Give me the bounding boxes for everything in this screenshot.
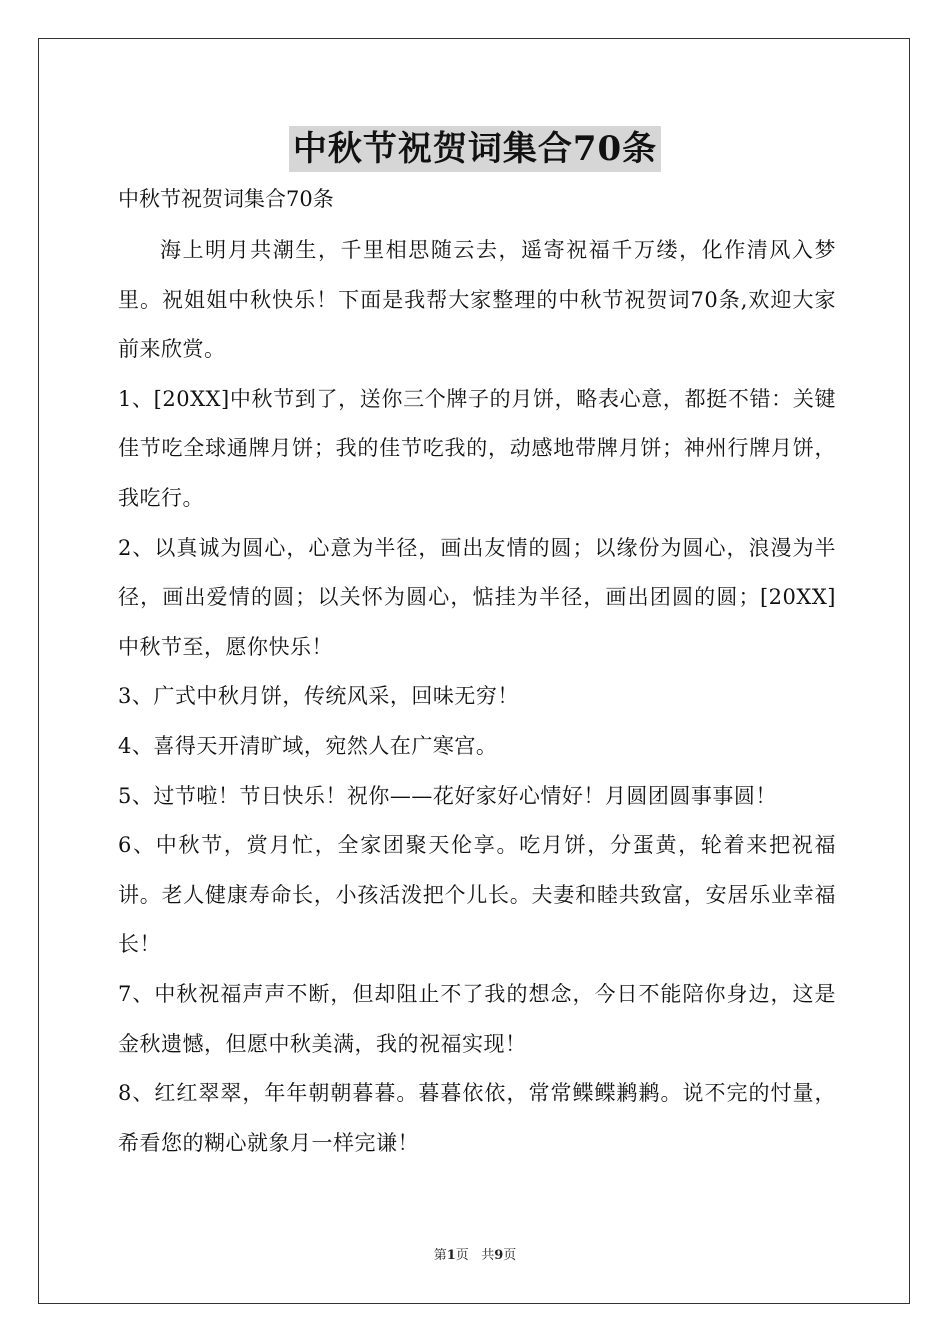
document-title: 中秋节祝贺词集合70条 — [289, 126, 661, 172]
page-total: 9 — [494, 1248, 504, 1263]
total-prefix: 共 — [481, 1248, 495, 1263]
list-item: 3、广式中秋月饼，传统风采，回味无穷！ — [118, 684, 519, 709]
page-current: 1 — [446, 1248, 456, 1263]
page-unit: 页 — [455, 1248, 469, 1263]
page-prefix: 第 — [433, 1248, 447, 1263]
list-item: 8、红红翠翠，年年朝朝暮暮。暮暮依依，常常鲽鲽鹣鹣。说不完的忖量，希看您的糊心就象月一样完谦！ — [118, 1081, 836, 1155]
intro-paragraph: 海上明月共潮生，千里相思随云去，遥寄祝福千万缕，化作清风入梦里。祝姐姐中秋快乐！下面是我帮大家整理的中秋节祝贺词70条,欢迎大家前来欣赏。 — [118, 238, 836, 362]
title-wrap — [0, 126, 950, 172]
list-item: 1、[20XX]中秋节到了，送你三个牌子的月饼，略表心意，都挺不错：关键佳节吃全球通牌月饼；我的佳节吃我的，动感地带牌月饼；神州行牌月饼，我吃行。 — [118, 386, 836, 510]
document-body — [118, 226, 836, 1168]
list-item: 6、中秋节，赏月忙，全家团聚天伦享。吃月饼，分蛋黄，轮着来把祝福讲。老人健康寿命长，小孩活泼把个儿长。夫妻和睦共致富，安居乐业幸福长！ — [118, 833, 836, 957]
list-item: 4、喜得天开清旷域，宛然人在广寒宫。 — [118, 733, 498, 758]
list-item: 7、中秋祝福声声不断，但却阻止不了我的想念，今日不能陪你身边，这是金秋遗憾，但愿中秋美满，我的祝福实现！ — [118, 981, 836, 1056]
document-subtitle: 中秋节祝贺词集合70条 — [118, 187, 334, 211]
list-item: 5、过节啦！节日快乐！祝你——花好家好心情好！月圆团圆事事圆！ — [118, 783, 777, 808]
page-footer — [0, 1246, 950, 1266]
list-item: 2、以真诚为圆心，心意为半径，画出友情的圆；以缘份为圆心，浪漫为半径，画出爱情的圆；以关怀为圆心，惦挂为半径，画出团圆的圆；[20XX]中秋节至，愿你快乐！ — [118, 535, 836, 659]
total-unit: 页 — [503, 1248, 517, 1263]
